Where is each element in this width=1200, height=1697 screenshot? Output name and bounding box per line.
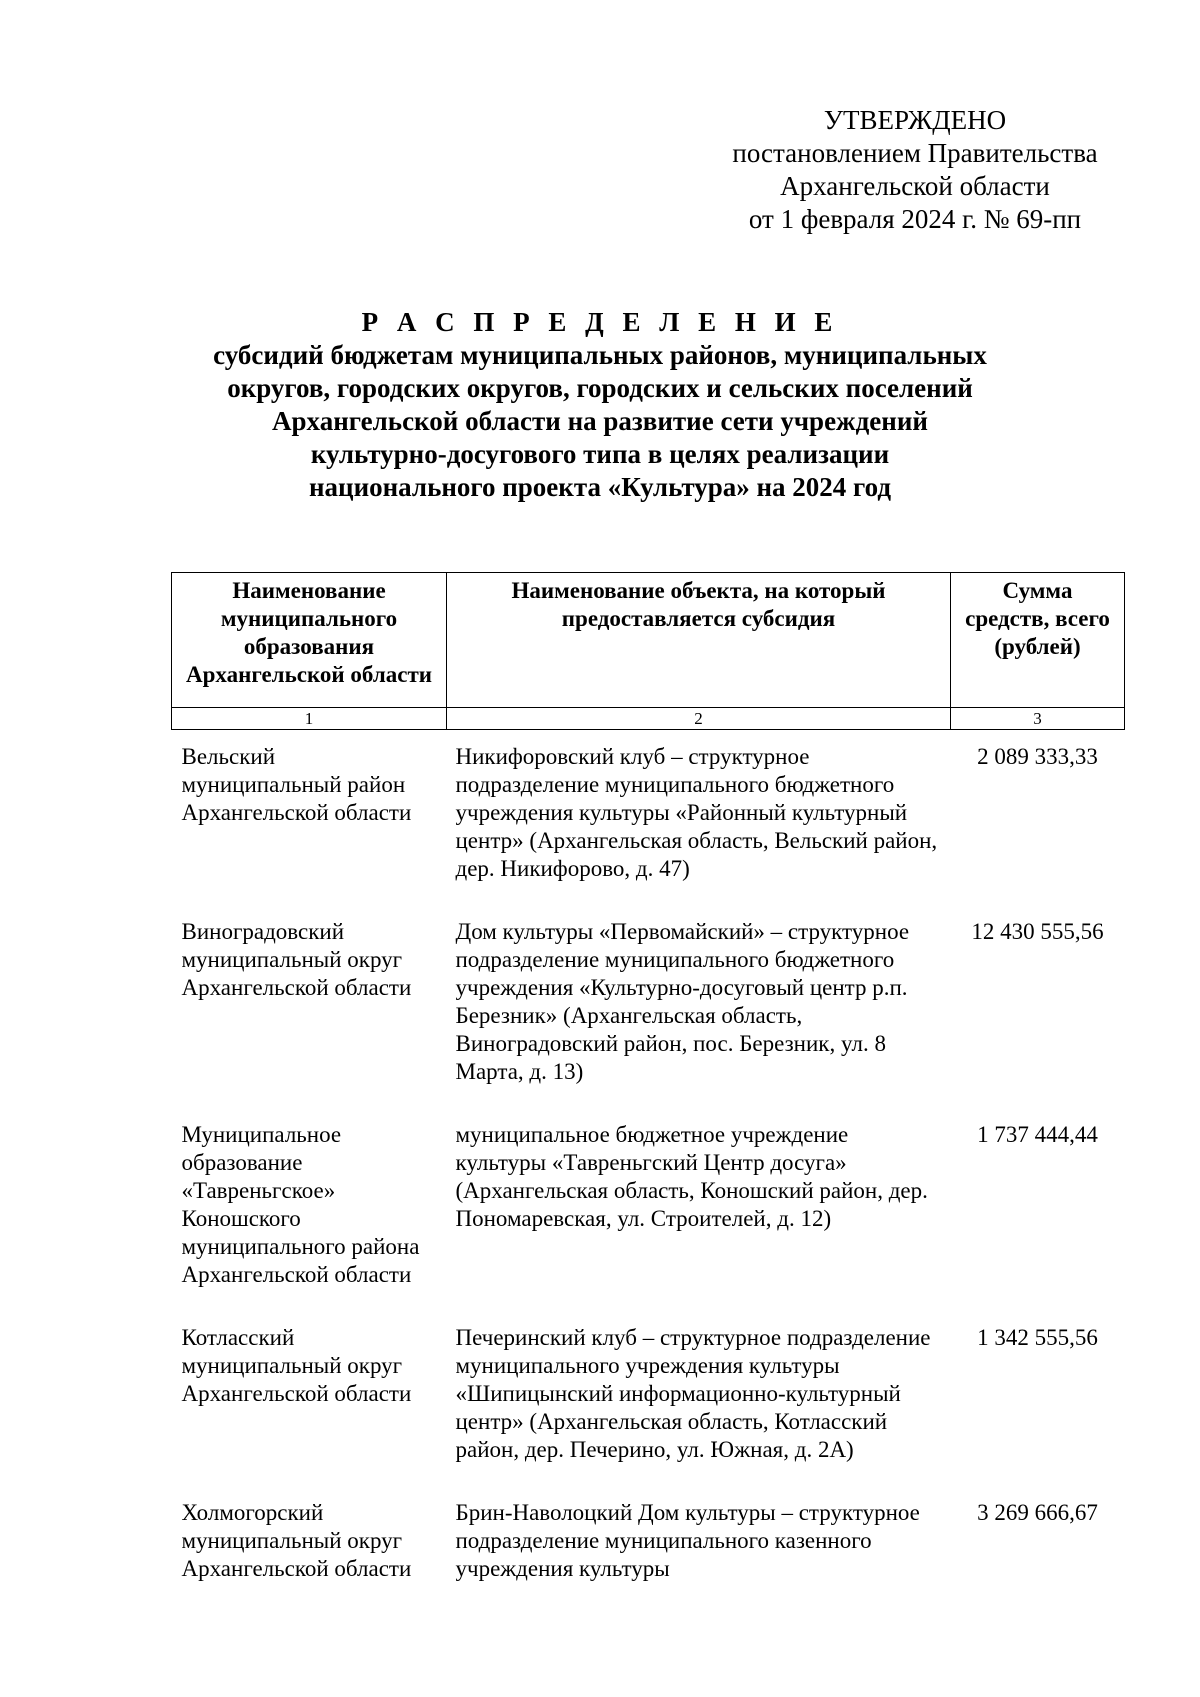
title-heading: Р А С П Р Е Д Е Л Е Н И Е (361, 307, 839, 337)
amount-cell: 2 089 333,33 (977, 744, 1098, 769)
object-cell: Брин-Наволоцкий Дом культуры – структурное подразделение муниципального казенного учреждения культуры (455, 1500, 920, 1581)
distribution-table (171, 572, 1125, 1583)
approval-heading: УТВЕРЖДЕНО (823, 105, 1007, 135)
amount-cell: 1 342 555,56 (977, 1325, 1098, 1350)
approval-stamp (700, 104, 1130, 236)
amount-cell: 3 269 666,67 (977, 1500, 1098, 1525)
header-municipality: Наименование муниципального образования Архангельской области (172, 573, 447, 708)
table-row (172, 1121, 1125, 1289)
approval-line: постановлением Правительства (732, 138, 1098, 168)
municipality-cell: Холмогорский муниципальный округ Архангельской области (181, 1500, 412, 1581)
municipality-cell: Виноградовский муниципальный округ Архангельской области (181, 919, 412, 1000)
amount-cell: 1 737 444,44 (977, 1122, 1098, 1147)
title-line: округов, городских округов, городских и сельских поселений (227, 373, 973, 403)
table-row (172, 1324, 1125, 1464)
table-row (172, 743, 1125, 883)
municipality-cell: Муниципальное образование «Тавреньгское» Коношского муниципального района Архангельской области (181, 1122, 420, 1287)
object-cell: Никифоровский клуб – структурное подразделение муниципального бюджетного учреждения культуры «Районный культурный центр» (Архангельская область, Вельский район, дер. Никифорово, д. 47) (455, 744, 938, 881)
column-number: 3 (951, 708, 1125, 730)
table-row (172, 1499, 1125, 1583)
header-object: Наименование объекта, на который предоставляется субсидия (447, 573, 951, 708)
table-header-row (172, 573, 1125, 708)
column-number-row (172, 708, 1125, 730)
amount-cell: 12 430 555,56 (971, 919, 1104, 944)
object-cell: Дом культуры «Первомайский» – структурное подразделение муниципального бюджетного учреждения «Культурно-досуговый центр р.п. Березник» (Архангельская область, Виноградовский район, пос. Березник, ул. 8 Марта, д. 13) (455, 919, 910, 1084)
approval-line: Архангельской области (780, 171, 1050, 201)
table-row (172, 918, 1125, 1086)
municipality-cell: Котласский муниципальный округ Архангельской области (181, 1325, 412, 1406)
title-line: Архангельской области на развитие сети учреждений (272, 406, 928, 436)
title-line: национального проекта «Культура» на 2024 год (308, 472, 892, 502)
column-number: 1 (172, 708, 447, 730)
document-title (150, 306, 1050, 504)
header-amount: Сумма средств, всего (рублей) (951, 573, 1125, 708)
object-cell: Печеринский клуб – структурное подразделение муниципального учреждения культуры «Шипицынский информационно-культурный центр» (Архангельская область, Котласский район, дер. Печерино, ул. Южная, д. 2А) (455, 1325, 931, 1462)
title-line: субсидий бюджетам муниципальных районов, муниципальных (213, 340, 987, 370)
municipality-cell: Вельский муниципальный район Архангельской области (181, 744, 412, 825)
object-cell: муниципальное бюджетное учреждение культуры «Тавреньгский Центр досуга» (Архангельская область, Коношский район, дер. Пономаревская, ул. Строителей, д. 12) (455, 1122, 928, 1231)
column-number: 2 (447, 708, 951, 730)
approval-date: от 1 февраля 2024 г. № 69-пп (748, 204, 1082, 234)
title-line: культурно-досугового типа в целях реализации (310, 439, 890, 469)
